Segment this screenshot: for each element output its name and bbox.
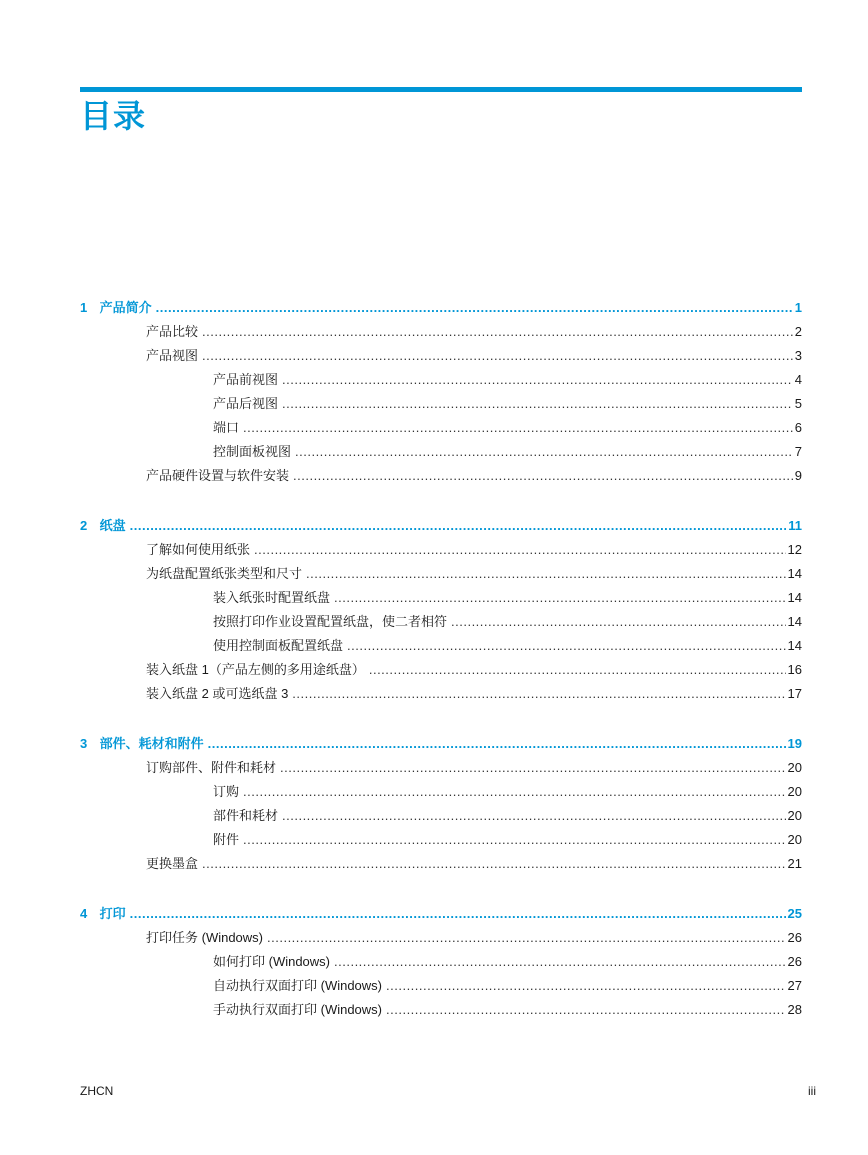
entry-title: 端口 (213, 420, 240, 435)
entry-title: 装入纸盘 1（产品左侧的多用途纸盘） (146, 662, 365, 677)
dot-leader (243, 780, 786, 804)
dot-leader (243, 416, 793, 440)
toc-subentry[interactable] (80, 392, 802, 416)
page-number: 4 (794, 372, 802, 387)
chapter-number: 3 (80, 736, 88, 751)
page-number: 27 (787, 978, 802, 993)
toc-subentry[interactable] (80, 828, 802, 852)
toc-entry[interactable] (80, 852, 802, 876)
page-number: 20 (787, 808, 802, 823)
page-number: 6 (794, 420, 802, 435)
chapter-number: 4 (80, 906, 88, 921)
dot-leader (451, 610, 786, 634)
toc-subentry[interactable] (80, 416, 802, 440)
entry-title: 控制面板视图 (213, 444, 292, 459)
page-number: 14 (787, 614, 802, 629)
dot-leader (282, 392, 793, 416)
page-number: 5 (794, 396, 802, 411)
entry-title: 部件和耗材 (213, 808, 279, 823)
table-of-contents (80, 296, 802, 1022)
dot-leader (280, 756, 786, 780)
dot-leader (347, 634, 786, 658)
toc-entry[interactable] (80, 926, 802, 950)
dot-leader (369, 658, 786, 682)
dot-leader (293, 464, 793, 488)
toc-entry[interactable] (80, 562, 802, 586)
page-number: 14 (787, 566, 802, 581)
page-number: 20 (787, 784, 802, 799)
page-number: 26 (787, 930, 802, 945)
entry-title: 产品硬件设置与软件安装 (146, 468, 290, 483)
page-number: 25 (787, 906, 802, 921)
dot-leader (130, 514, 787, 538)
entry-title: 了解如何使用纸张 (146, 542, 251, 557)
entry-title: 装入纸盘 2 或可选纸盘 3 (146, 686, 289, 701)
page-number: 19 (787, 736, 802, 751)
toc-subentry[interactable] (80, 998, 802, 1022)
dot-leader (282, 368, 793, 392)
page-number: 26 (787, 954, 802, 969)
toc-chapter-1[interactable] (80, 296, 802, 320)
entry-title: 产品前视图 (213, 372, 279, 387)
entry-title: 更换墨盒 (146, 856, 199, 871)
toc-subentry[interactable] (80, 804, 802, 828)
toc-subentry[interactable] (80, 974, 802, 998)
dot-leader (243, 828, 786, 852)
entry-title: 产品视图 (146, 348, 199, 363)
toc-subentry[interactable] (80, 634, 802, 658)
page-title: 目录 (80, 98, 147, 134)
toc-entry[interactable] (80, 682, 802, 706)
chapter-title: 纸盘 (99, 518, 126, 533)
page-number: 14 (787, 590, 802, 605)
dot-leader (202, 852, 786, 876)
dot-leader (295, 440, 793, 464)
toc-subentry[interactable] (80, 950, 802, 974)
chapter-title: 产品简介 (99, 300, 152, 315)
entry-title: 如何打印 (Windows) (213, 954, 331, 969)
dot-leader (208, 732, 786, 756)
dot-leader (334, 950, 786, 974)
entry-title: 使用控制面板配置纸盘 (213, 638, 344, 653)
toc-subentry[interactable] (80, 610, 802, 634)
entry-title: 订购部件、附件和耗材 (146, 760, 277, 775)
chapter-title: 打印 (99, 906, 126, 921)
page-number: 3 (794, 348, 802, 363)
page-number: 20 (787, 760, 802, 775)
dot-leader (156, 296, 793, 320)
page-number: 12 (787, 542, 802, 557)
chapter-number: 2 (80, 518, 88, 533)
page-number: 2 (794, 324, 802, 339)
dot-leader (386, 974, 786, 998)
toc-subentry[interactable] (80, 780, 802, 804)
page-number: 9 (794, 468, 802, 483)
entry-title: 手动执行双面打印 (Windows) (213, 1002, 383, 1017)
page-number: 7 (794, 444, 802, 459)
dot-leader (386, 998, 786, 1022)
footer-locale: ZHCN (80, 1084, 114, 1098)
page-number: 1 (794, 300, 802, 315)
title-rule (80, 87, 802, 92)
footer-page-number: iii (808, 1084, 816, 1098)
toc-entry[interactable] (80, 344, 802, 368)
toc-entry[interactable] (80, 320, 802, 344)
toc-entry[interactable] (80, 756, 802, 780)
entry-title: 附件 (213, 832, 240, 847)
page-number: 14 (787, 638, 802, 653)
page-number: 28 (787, 1002, 802, 1017)
entry-title: 产品后视图 (213, 396, 279, 411)
dot-leader (202, 344, 793, 368)
entry-title: 打印任务 (Windows) (146, 930, 264, 945)
toc-entry[interactable] (80, 464, 802, 488)
entry-title: 产品比较 (146, 324, 199, 339)
dot-leader (282, 804, 786, 828)
entry-title: 装入纸张时配置纸盘 (213, 590, 331, 605)
dot-leader (202, 320, 793, 344)
page-number: 11 (788, 518, 802, 533)
page-number: 21 (787, 856, 802, 871)
dot-leader (267, 926, 786, 950)
page-number: 20 (787, 832, 802, 847)
dot-leader (306, 562, 786, 586)
entry-title: 为纸盘配置纸张类型和尺寸 (146, 566, 303, 581)
chapter-number: 1 (80, 300, 88, 315)
page-number: 17 (787, 686, 802, 701)
entry-title: 订购 (213, 784, 240, 799)
entry-title: 自动执行双面打印 (Windows) (213, 978, 383, 993)
dot-leader (130, 902, 786, 926)
toc-subentry[interactable] (80, 586, 802, 610)
chapter-title: 部件、耗材和附件 (99, 736, 204, 751)
dot-leader (334, 586, 786, 610)
toc-entry[interactable] (80, 658, 802, 682)
toc-chapter-2[interactable] (80, 514, 802, 538)
toc-chapter-4[interactable] (80, 902, 802, 926)
dot-leader (292, 682, 785, 706)
entry-title: 按照打印作业设置配置纸盘，使二者相符 (213, 614, 448, 629)
dot-leader (254, 538, 786, 562)
toc-subentry[interactable] (80, 440, 802, 464)
page-number: 16 (787, 662, 802, 677)
toc-chapter-3[interactable] (80, 732, 802, 756)
toc-entry[interactable] (80, 538, 802, 562)
toc-subentry[interactable] (80, 368, 802, 392)
